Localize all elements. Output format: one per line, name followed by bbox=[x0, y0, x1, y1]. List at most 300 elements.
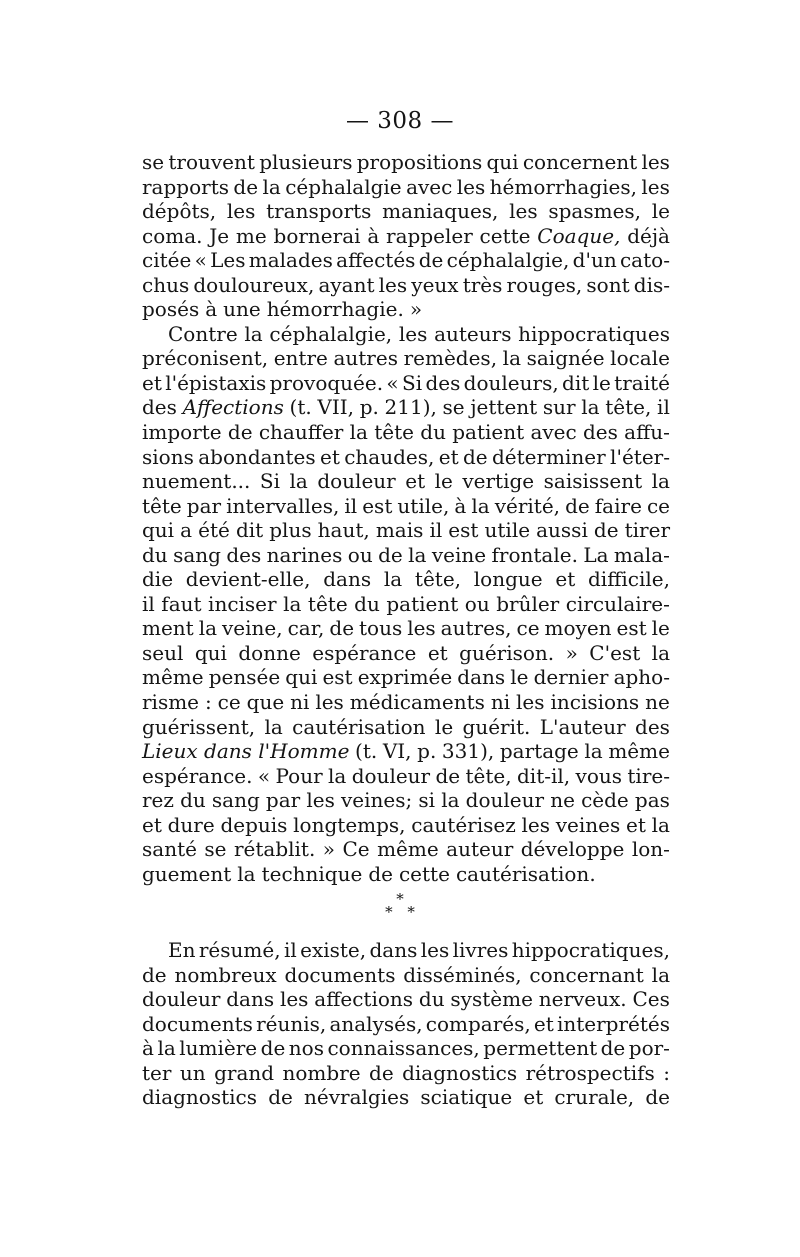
word: douleur bbox=[142, 987, 221, 1012]
word: interprétés bbox=[556, 1011, 670, 1036]
word: de bbox=[378, 542, 403, 567]
word: L'auteur bbox=[539, 714, 626, 739]
word: lumière bbox=[179, 1036, 258, 1061]
word: il bbox=[657, 395, 670, 420]
text-line bbox=[142, 273, 670, 298]
word: la bbox=[198, 616, 218, 641]
word: devient-elle, bbox=[185, 567, 311, 592]
word: il bbox=[344, 493, 358, 518]
text-line bbox=[142, 1061, 670, 1086]
text-line bbox=[142, 1085, 670, 1110]
word: et bbox=[438, 444, 459, 469]
text-line bbox=[142, 690, 670, 715]
word: la bbox=[328, 763, 347, 788]
text-line bbox=[142, 1036, 670, 1061]
word: névralgies bbox=[304, 1085, 410, 1110]
word: système bbox=[450, 987, 533, 1012]
word: se bbox=[442, 395, 465, 420]
word: brûler bbox=[496, 591, 560, 616]
word: les bbox=[641, 150, 670, 174]
word: douloureux, bbox=[193, 272, 315, 297]
text-line bbox=[142, 248, 670, 273]
word: affectés bbox=[336, 248, 416, 273]
word: apho- bbox=[613, 665, 670, 690]
word: les bbox=[456, 174, 486, 199]
word: à bbox=[142, 1036, 154, 1061]
word: » bbox=[565, 640, 578, 665]
word: par bbox=[265, 788, 301, 813]
word: des bbox=[425, 370, 461, 395]
word: dans bbox=[369, 938, 418, 962]
word: de bbox=[260, 1036, 286, 1061]
word: espérance bbox=[312, 640, 417, 665]
word: céphalalgie bbox=[285, 174, 402, 199]
word: comparés, bbox=[425, 1011, 531, 1036]
word: et bbox=[319, 444, 340, 469]
word: veine bbox=[431, 542, 487, 567]
word: Si bbox=[402, 370, 423, 395]
word: Les bbox=[210, 248, 246, 273]
asterism-separator bbox=[0, 890, 800, 921]
word: la bbox=[502, 346, 521, 371]
word: transports bbox=[266, 199, 372, 224]
text-line bbox=[142, 445, 670, 470]
word: diagnostics bbox=[142, 1085, 258, 1110]
word: et bbox=[523, 1085, 544, 1110]
word: rouges, bbox=[506, 272, 583, 297]
word: du bbox=[354, 591, 380, 616]
text-line bbox=[142, 665, 670, 690]
text-line bbox=[142, 494, 670, 519]
word: du bbox=[418, 987, 445, 1012]
word: à bbox=[367, 223, 380, 248]
word: sions bbox=[142, 444, 194, 469]
word: résumé, bbox=[198, 938, 281, 962]
word: les bbox=[378, 272, 408, 297]
word: locale bbox=[610, 346, 670, 371]
word: les bbox=[420, 938, 450, 962]
word: ne bbox=[645, 690, 670, 715]
word: du bbox=[180, 788, 206, 813]
word: douleurs, bbox=[463, 370, 559, 395]
word: patient bbox=[386, 591, 459, 616]
word: même bbox=[608, 739, 670, 764]
word: des bbox=[226, 542, 262, 567]
word: cato- bbox=[619, 248, 670, 273]
word: exprimée bbox=[357, 665, 453, 690]
word: Si bbox=[259, 469, 280, 494]
word: la bbox=[651, 640, 670, 665]
word: permettent bbox=[483, 1036, 598, 1061]
word: dernier bbox=[533, 665, 609, 690]
word: En bbox=[168, 938, 196, 962]
word: les bbox=[226, 199, 256, 224]
word: guérit. bbox=[462, 714, 531, 739]
word: dit-il, bbox=[517, 763, 571, 788]
text-line bbox=[142, 592, 670, 617]
word: sur bbox=[542, 395, 576, 420]
word: circulaire- bbox=[565, 591, 670, 616]
word: Je bbox=[209, 223, 230, 248]
asterism-bottom: * * bbox=[385, 903, 420, 921]
word: connaissances, bbox=[327, 1036, 480, 1061]
word: développe bbox=[520, 837, 625, 862]
text-line bbox=[142, 175, 670, 200]
word: et bbox=[427, 640, 448, 665]
text-line bbox=[142, 1012, 670, 1037]
word: la bbox=[651, 812, 670, 837]
word: sciatique bbox=[420, 1085, 513, 1110]
word: inciser bbox=[208, 591, 277, 616]
word: diagnostics bbox=[402, 1060, 518, 1085]
word: des bbox=[142, 395, 177, 420]
word: Affections bbox=[182, 395, 284, 420]
word: la bbox=[289, 469, 308, 494]
word: Ce bbox=[342, 837, 370, 862]
word: longue bbox=[473, 567, 543, 592]
word: cède bbox=[581, 788, 629, 813]
text-line bbox=[142, 837, 670, 862]
word: guérissent, bbox=[142, 714, 256, 739]
word: cautérisation. bbox=[455, 861, 596, 886]
word: les bbox=[306, 788, 335, 813]
word: tête bbox=[374, 420, 414, 445]
word: de bbox=[462, 444, 488, 469]
word: seul bbox=[142, 640, 184, 665]
word: de bbox=[593, 518, 619, 543]
word: qui bbox=[486, 150, 519, 174]
word: dure bbox=[167, 812, 215, 837]
word: déjà bbox=[627, 223, 670, 248]
word: technique bbox=[261, 861, 363, 886]
word: et bbox=[142, 370, 162, 395]
word: documents bbox=[142, 1011, 253, 1036]
word: entre bbox=[273, 346, 328, 371]
word: tête bbox=[307, 591, 348, 616]
asterism-top: * bbox=[396, 890, 404, 908]
word: dit bbox=[235, 518, 264, 543]
text-line bbox=[142, 297, 670, 322]
word: les bbox=[315, 690, 344, 715]
word: si bbox=[418, 788, 436, 813]
word: par bbox=[186, 493, 222, 518]
word: vous bbox=[575, 763, 623, 788]
text-line bbox=[142, 567, 670, 592]
word: narines bbox=[266, 542, 343, 567]
word: médicaments bbox=[349, 690, 485, 715]
word: Pour bbox=[275, 763, 323, 788]
word: ne bbox=[550, 788, 575, 813]
word: veine, bbox=[221, 616, 283, 641]
word: déterminer bbox=[491, 444, 606, 469]
word: la bbox=[264, 714, 283, 739]
word: existe, bbox=[300, 938, 367, 962]
word: le bbox=[651, 616, 670, 641]
word: dit bbox=[562, 370, 590, 395]
word: guérison. bbox=[459, 640, 555, 665]
text-line bbox=[142, 395, 670, 420]
word: dans bbox=[226, 987, 275, 1012]
word: l'épistaxis bbox=[165, 370, 267, 395]
word: des bbox=[582, 420, 618, 445]
word: hémorrhagies, bbox=[489, 174, 637, 199]
word: à bbox=[205, 297, 218, 322]
word: les bbox=[398, 321, 428, 346]
word: de bbox=[565, 493, 590, 518]
word: posés bbox=[142, 297, 200, 322]
word: Contre bbox=[168, 321, 238, 346]
word: partage bbox=[499, 739, 579, 764]
word: tirer bbox=[624, 518, 670, 543]
word: et bbox=[405, 469, 426, 494]
word: » bbox=[409, 297, 423, 322]
word: longtemps, bbox=[293, 812, 406, 837]
word: abondantes bbox=[198, 444, 316, 469]
word: « bbox=[386, 370, 399, 395]
text-line bbox=[142, 224, 670, 249]
text-line bbox=[142, 739, 670, 764]
word: yeux bbox=[411, 272, 459, 297]
text-line bbox=[142, 862, 670, 887]
word: nerveux. bbox=[538, 987, 627, 1012]
word: donne bbox=[238, 640, 301, 665]
word: hémorrhagie. bbox=[266, 297, 404, 322]
text-line bbox=[142, 813, 670, 838]
word: sont bbox=[586, 272, 630, 297]
word: plus bbox=[269, 518, 312, 543]
word: chus bbox=[142, 272, 190, 297]
word: analysés, bbox=[329, 1011, 423, 1036]
word: concernent bbox=[522, 150, 638, 174]
word: il bbox=[429, 518, 443, 543]
word: la bbox=[244, 321, 263, 346]
word: nuement... bbox=[142, 469, 251, 494]
word: » bbox=[322, 837, 336, 862]
word: les bbox=[279, 987, 309, 1012]
text-line bbox=[142, 518, 670, 543]
word: la bbox=[283, 591, 302, 616]
word: utile bbox=[484, 518, 531, 543]
word: ce bbox=[217, 690, 241, 715]
word: du bbox=[142, 542, 168, 567]
word: me bbox=[235, 223, 267, 248]
word: des bbox=[635, 714, 670, 739]
word: cautérisez bbox=[411, 812, 516, 837]
word: l'éter- bbox=[610, 444, 670, 469]
text-line bbox=[142, 420, 670, 445]
word: affections bbox=[314, 987, 414, 1012]
word: trouvent bbox=[168, 150, 255, 174]
word: 331), bbox=[441, 739, 495, 764]
word: por- bbox=[628, 1036, 670, 1061]
word: auteur bbox=[446, 837, 514, 862]
word: cette bbox=[398, 861, 450, 886]
word: la bbox=[237, 861, 256, 886]
word: espérance. bbox=[142, 763, 253, 788]
word: tire- bbox=[627, 763, 670, 788]
word: céphalalgie, bbox=[269, 321, 393, 346]
word: le bbox=[434, 469, 453, 494]
word: les bbox=[407, 616, 436, 641]
word: rez bbox=[142, 788, 174, 813]
word: « bbox=[194, 248, 207, 273]
word: dans bbox=[457, 665, 506, 690]
word: chauffer bbox=[258, 420, 344, 445]
word: : bbox=[204, 690, 212, 715]
word: vérité, bbox=[494, 493, 561, 518]
word: « bbox=[257, 763, 271, 788]
word: la bbox=[584, 739, 603, 764]
word: avec bbox=[530, 420, 577, 445]
page-number: — 308 — bbox=[345, 108, 455, 134]
word: douleur bbox=[465, 788, 545, 813]
word: spasmes, bbox=[548, 199, 642, 224]
word: rappeler bbox=[386, 223, 473, 248]
word: Lieux dans l'Homme bbox=[142, 739, 350, 764]
word: une bbox=[223, 297, 261, 322]
word: que bbox=[246, 690, 285, 715]
text-line bbox=[142, 346, 670, 371]
word: hippocratiques, bbox=[511, 938, 670, 962]
word: de bbox=[227, 420, 253, 445]
word: importe bbox=[142, 420, 222, 445]
text-line bbox=[142, 764, 670, 789]
word: de bbox=[329, 616, 355, 641]
word: maniaques, bbox=[382, 199, 499, 224]
word: incisions bbox=[550, 690, 640, 715]
word: disséminés, bbox=[403, 962, 522, 987]
text-line bbox=[142, 199, 670, 224]
word: (t. bbox=[289, 395, 312, 420]
word: ment bbox=[142, 616, 194, 641]
word: de bbox=[233, 174, 259, 199]
word: provoquée. bbox=[269, 370, 384, 395]
word: autres bbox=[333, 346, 398, 371]
word: céphalalgie, bbox=[446, 248, 570, 273]
word: il bbox=[142, 591, 155, 616]
summary-paragraph bbox=[142, 938, 670, 1110]
text-line bbox=[142, 788, 670, 813]
word: citée bbox=[142, 248, 192, 273]
word: se bbox=[204, 837, 227, 862]
word: le bbox=[651, 199, 670, 224]
word: rétrospectifs bbox=[525, 1060, 655, 1085]
word: moyen bbox=[544, 616, 612, 641]
word: pas bbox=[634, 788, 670, 813]
word: autres, bbox=[440, 616, 512, 641]
word: bornerai bbox=[273, 223, 361, 248]
word: veines bbox=[555, 812, 621, 837]
word: ni bbox=[490, 690, 511, 715]
word: nos bbox=[288, 1036, 324, 1061]
word: de bbox=[369, 1060, 394, 1085]
word: ce bbox=[516, 616, 540, 641]
word: plusieurs bbox=[259, 150, 353, 174]
word: frontale. bbox=[491, 542, 578, 567]
word: le bbox=[434, 714, 454, 739]
word: propositions bbox=[356, 150, 483, 174]
word: documents bbox=[284, 962, 396, 987]
word: sang bbox=[211, 788, 260, 813]
word: de bbox=[600, 1036, 626, 1061]
word: qui bbox=[142, 518, 175, 543]
word: p. bbox=[417, 739, 437, 764]
word: les bbox=[516, 690, 545, 715]
word: rétablit. bbox=[233, 837, 316, 862]
word: est bbox=[448, 518, 479, 543]
word: douleur bbox=[317, 469, 396, 494]
word: la bbox=[408, 542, 427, 567]
word: coma. bbox=[142, 223, 203, 248]
word: guement bbox=[142, 861, 232, 886]
word: intervalles, bbox=[226, 493, 340, 518]
word: haut, bbox=[317, 518, 370, 543]
word: depuis bbox=[220, 812, 288, 837]
word: auteurs bbox=[434, 321, 512, 346]
word: les bbox=[521, 812, 550, 837]
word: et bbox=[533, 1011, 554, 1036]
text-line bbox=[142, 371, 670, 396]
word: est bbox=[616, 616, 647, 641]
word: la bbox=[441, 788, 460, 813]
word: crurale, bbox=[554, 1085, 635, 1110]
word: a bbox=[180, 518, 193, 543]
word: Coaque, bbox=[537, 223, 621, 248]
text-line bbox=[142, 150, 670, 175]
word: à bbox=[454, 493, 467, 518]
word: de bbox=[268, 1085, 293, 1110]
word: affu- bbox=[624, 420, 670, 445]
word: chaudes, bbox=[344, 444, 435, 469]
word: la bbox=[651, 962, 670, 987]
word: dépôts, bbox=[142, 199, 217, 224]
word: Ces bbox=[632, 987, 670, 1012]
word: risme bbox=[142, 690, 200, 715]
word: la bbox=[262, 174, 281, 199]
word: saignée bbox=[526, 346, 605, 371]
word: est bbox=[322, 665, 353, 690]
word: le bbox=[592, 370, 611, 395]
word: la bbox=[651, 469, 670, 494]
word: (t. bbox=[355, 739, 378, 764]
word: la bbox=[581, 395, 600, 420]
word: de bbox=[418, 248, 444, 273]
word: concernant bbox=[529, 962, 644, 987]
word: difficile, bbox=[588, 567, 670, 592]
word: rapports bbox=[142, 174, 229, 199]
word: même bbox=[377, 837, 439, 862]
word: patient bbox=[452, 420, 525, 445]
word: la bbox=[383, 567, 403, 592]
word: car, bbox=[287, 616, 325, 641]
word: tous bbox=[359, 616, 403, 641]
word: mala- bbox=[613, 542, 670, 567]
word: traité bbox=[614, 370, 670, 395]
word: et bbox=[625, 812, 646, 837]
word: VI, bbox=[382, 739, 412, 764]
word: préconisent, bbox=[142, 346, 269, 371]
word: très bbox=[462, 272, 503, 297]
word: remèdes, bbox=[403, 346, 498, 371]
word: veines; bbox=[341, 788, 413, 813]
word: dans bbox=[323, 567, 372, 592]
text-line bbox=[142, 938, 670, 963]
text-line bbox=[142, 715, 670, 740]
word: p. bbox=[359, 395, 379, 420]
word: ter bbox=[142, 1060, 172, 1085]
word: sang bbox=[173, 542, 221, 567]
text-line bbox=[142, 469, 670, 494]
